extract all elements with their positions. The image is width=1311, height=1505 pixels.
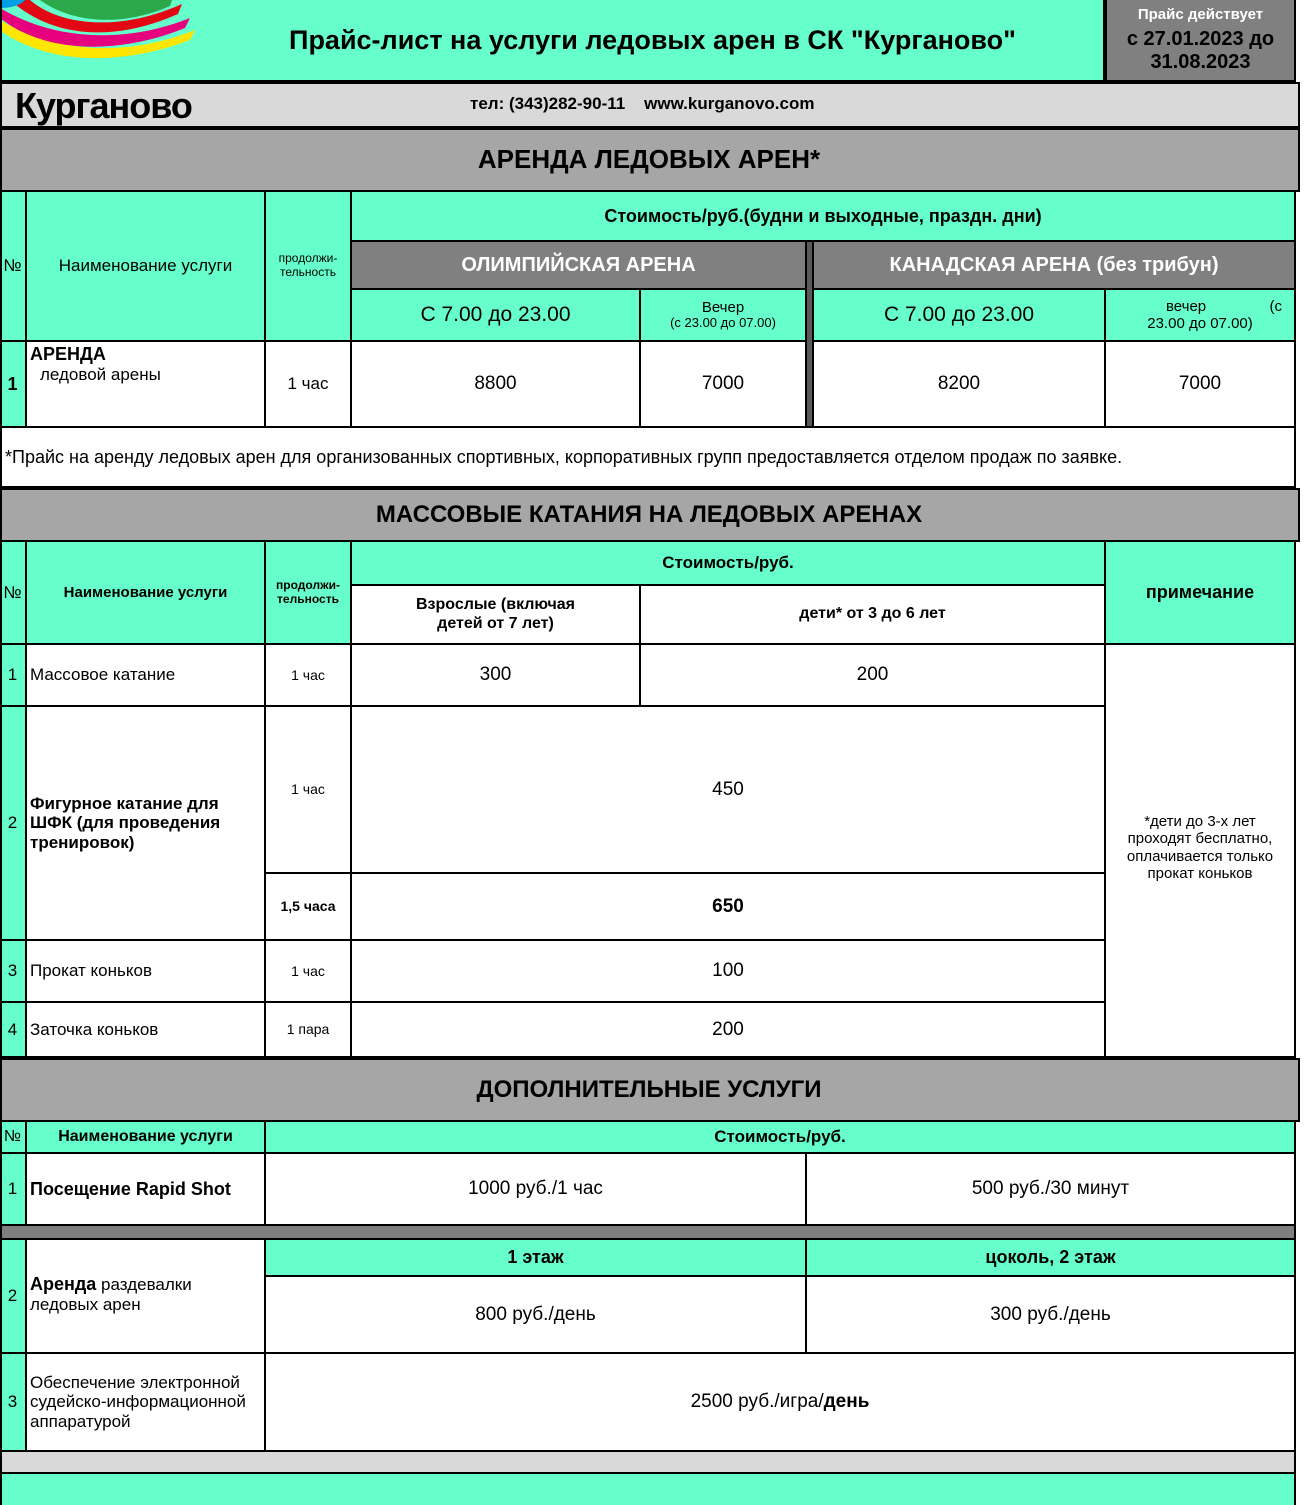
left-border xyxy=(0,0,2,1505)
floor-1-price: 800 руб./день xyxy=(266,1277,807,1354)
brand-swoosh-logo xyxy=(0,0,200,72)
skate-row-name: Фигурное катание для ШФК (для проведения тренировок) xyxy=(27,707,266,941)
olympic-day-header: С 7.00 до 23.00 xyxy=(352,290,641,342)
skate-row-name: Массовое катание xyxy=(27,645,266,707)
extra-row-price-2: 500 руб./30 минут xyxy=(807,1154,1296,1226)
right-edge xyxy=(1296,0,1311,1505)
canadian-evening-price: 7000 xyxy=(1106,342,1296,428)
extra-row-no: 3 xyxy=(0,1354,27,1452)
skate-row-duration: 1 час xyxy=(266,941,352,1003)
skate-kids-header: дети* от 3 до 6 лет xyxy=(641,586,1106,645)
floor-2-price: 300 руб./день xyxy=(807,1277,1296,1354)
extra-row-price-main: 2500 руб./игра/ xyxy=(690,1391,824,1413)
section-title-skating: МАССОВЫЕ КАТАНИЯ НА ЛЕДОВЫХ АРЕНАХ xyxy=(0,488,1300,542)
skate-col-no: № xyxy=(0,542,27,645)
skate-row-duration: 1 час xyxy=(266,707,352,874)
extra-col-no: № xyxy=(0,1122,27,1154)
extra-cost-header: Стоимость/руб. xyxy=(266,1122,1296,1154)
section-title-extra: ДОПОЛНИТЕЛЬНЫЕ УСЛУГИ xyxy=(0,1058,1300,1122)
rent-row-name xyxy=(27,342,266,428)
rent-cost-header: Стоимость/руб.(будни и выходные, праздн. дни) xyxy=(352,192,1296,242)
contact-line xyxy=(470,94,814,114)
skate-row-name: Заточка коньков xyxy=(27,1003,266,1058)
skate-row-kids-price: 200 xyxy=(641,645,1106,707)
canadian-evening-open: (с xyxy=(1269,297,1282,315)
bottom-accent-bar xyxy=(0,1474,1296,1505)
rent-row-name-rest: ледовой арены xyxy=(40,364,161,384)
extra-row-name xyxy=(27,1240,266,1354)
extra-row-price xyxy=(266,1354,1296,1452)
extra-row-name-bold: Аренда xyxy=(30,1274,97,1294)
skate-adults-header: Взрослые (включая детей от 7 лет) xyxy=(352,586,641,645)
skate-row-price: 100 xyxy=(352,941,1106,1003)
extra-row-no: 2 xyxy=(0,1240,27,1354)
skate-col-duration: продолжи-тельность xyxy=(266,542,352,645)
rent-col-duration: продолжи-тельность xyxy=(266,192,352,342)
canadian-day-header: С 7.00 до 23.00 xyxy=(814,290,1106,342)
arena-olympic-header: ОЛИМПИЙСКАЯ АРЕНА xyxy=(352,242,807,290)
canadian-day-price: 8200 xyxy=(814,342,1106,428)
skate-row-price: 450 xyxy=(352,707,1106,874)
canadian-evening-header xyxy=(1106,290,1296,342)
rent-row-name-bold: АРЕНДА xyxy=(30,344,106,364)
canadian-evening-label xyxy=(1106,298,1294,315)
rent-col-no: № xyxy=(0,192,27,342)
skate-row-name: Прокат коньков xyxy=(27,941,266,1003)
phone: тел: (343)282-90-11 xyxy=(470,94,626,113)
extra-row-price-unit: день xyxy=(823,1391,870,1413)
skate-row-price: 200 xyxy=(352,1003,1106,1058)
extra-col-name: Наименование услуги xyxy=(27,1122,266,1154)
rent-row-duration: 1 час xyxy=(266,342,352,428)
extra-separator xyxy=(0,1226,1296,1240)
rent-row-no: 1 xyxy=(0,342,27,428)
bottom-bar xyxy=(0,1452,1296,1474)
validity-box xyxy=(1105,0,1296,82)
skate-row-no: 4 xyxy=(0,1003,27,1058)
skate-note: *дети до 3-х лет проходят бесплатно, оплачивается только прокат коньков xyxy=(1106,645,1296,1058)
arena-divider xyxy=(807,242,814,428)
floor-1-header: 1 этаж xyxy=(266,1240,807,1277)
rent-footnote: *Прайс на аренду ледовых арен для организованных спортивных, корпоративных групп предоставляется отделом продаж по заявке. xyxy=(0,428,1296,488)
olympic-evening-price: 7000 xyxy=(641,342,807,428)
canadian-evening-word: вечер xyxy=(1166,297,1207,315)
olympic-evening-label: Вечер xyxy=(701,298,745,316)
skate-row-no: 2 xyxy=(0,707,27,941)
skate-note-header: примечание xyxy=(1106,542,1296,645)
extra-row-name: Обеспечение электронной судейско-информационной аппаратурой xyxy=(27,1354,266,1452)
section-title-rent: АРЕНДА ЛЕДОВЫХ АРЕН* xyxy=(0,128,1300,192)
olympic-day-price: 8800 xyxy=(352,342,641,428)
validity-range: с 27.01.2023 до 31.08.2023 xyxy=(1126,27,1275,73)
extra-row-no: 1 xyxy=(0,1154,27,1226)
extra-row-name: Посещение Rapid Shot xyxy=(27,1154,266,1226)
skate-cost-header: Стоимость/руб. xyxy=(352,542,1106,586)
olympic-evening-header xyxy=(641,290,807,342)
skate-col-name: Наименование услуги xyxy=(27,542,266,645)
skate-row-no: 1 xyxy=(0,645,27,707)
brand-name: Курганово xyxy=(15,85,192,126)
skate-row-duration: 1 пара xyxy=(266,1003,352,1058)
olympic-evening-time: (с 23.00 до 07.00) xyxy=(670,315,776,331)
skate-row-price-2: 650 xyxy=(352,874,1106,941)
skate-row-adult-price: 300 xyxy=(352,645,641,707)
rent-col-name: Наименование услуги xyxy=(27,192,266,342)
skate-row-duration: 1 час xyxy=(266,645,352,707)
validity-label: Прайс действует xyxy=(1137,6,1264,24)
skate-row-duration-2: 1,5 часа xyxy=(266,874,352,941)
skate-row-no: 3 xyxy=(0,941,27,1003)
extra-row-name-rest: раздевалки ледовых арен xyxy=(30,1275,192,1314)
website-link[interactable]: www.kurganovo.com xyxy=(644,94,815,113)
extra-row-price-1: 1000 руб./1 час xyxy=(266,1154,807,1226)
arena-canadian-header: КАНАДСКАЯ АРЕНА (без трибун) xyxy=(814,242,1296,290)
floor-2-header: цоколь, 2 этаж xyxy=(807,1240,1296,1277)
page-title: Прайс-лист на услуги ледовых арен в СК "Курганово" xyxy=(289,25,1016,56)
canadian-evening-time: 23.00 до 07.00) xyxy=(1147,315,1253,332)
